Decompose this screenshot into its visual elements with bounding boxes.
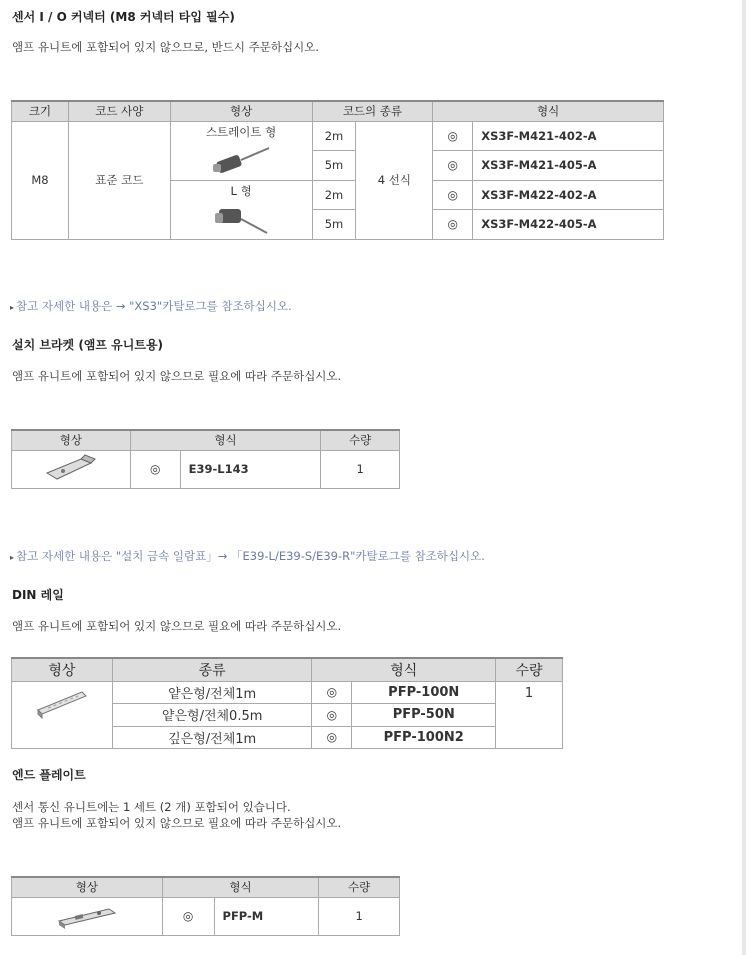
- cell-length: 2m: [312, 180, 356, 209]
- col-header-model: 형식: [130, 430, 320, 450]
- section-desc-2: 앰프 유니트에 포함되어 있지 않으므로 필요에 따라 주문하십시오.: [12, 816, 342, 830]
- section-desc: 앰프 유니트에 포함되어 있지 않으므로 필요에 따라 주문하십시오.: [12, 369, 342, 383]
- col-header-model: 형식: [162, 877, 319, 897]
- shape-label-straight: 스트레이트 형: [205, 124, 277, 139]
- cell-length: 5m: [312, 150, 356, 180]
- cell-model: PFP-M: [214, 897, 319, 935]
- cell-model: XS3F-M422-405-A: [473, 209, 664, 239]
- cell-shape-l: [170, 180, 312, 239]
- section-desc-1: 센서 통신 유니트에는 1 세트 (2 개) 포함되어 있습니다.: [12, 800, 291, 814]
- cell-size: M8: [12, 121, 69, 239]
- cell-model: E39-L143: [180, 450, 321, 488]
- scrollbar-track[interactable]: [742, 0, 746, 955]
- cell-model: PFP-50N: [352, 703, 496, 726]
- col-header-size: 크기: [12, 101, 69, 121]
- straight-connector-image: [211, 142, 271, 178]
- reference-note: [10, 298, 292, 314]
- cell-qty: 1: [319, 897, 400, 935]
- reference-note-text[interactable]: 참고 자세한 내용은 → "XS3"카탈로그를 참조하십시오.: [16, 299, 292, 313]
- cell-qty: 1: [321, 450, 400, 488]
- shape-label-l: L 형: [230, 183, 252, 198]
- cell-kind: 깊은형/전체1m: [112, 726, 312, 748]
- circle-mark-icon: ◎: [433, 121, 473, 150]
- cell-qty: 1: [496, 681, 563, 748]
- section-title-din-rail: DIN 레일: [12, 588, 64, 602]
- bracket-table: [11, 429, 400, 489]
- circle-mark-icon: ◎: [162, 897, 214, 935]
- l-connector-image: [211, 201, 271, 237]
- cell-model: PFP-100N: [352, 681, 496, 703]
- bullet-triangle-icon: ▸: [10, 303, 15, 312]
- circle-mark-icon: ◎: [433, 180, 473, 209]
- circle-mark-icon: ◎: [312, 726, 352, 748]
- col-header-model: 형식: [312, 658, 496, 681]
- col-header-qty: 수량: [319, 877, 400, 897]
- col-header-code-type: 코드의 종류: [312, 101, 433, 121]
- col-header-shape: 형상: [12, 877, 163, 897]
- cell-kind: 얕은형/전체0.5m: [112, 703, 312, 726]
- reference-note: [10, 548, 485, 564]
- din-rail-image: [34, 686, 90, 722]
- cell-shape-straight: [170, 121, 312, 180]
- col-header-code-spec: 코드 사양: [68, 101, 170, 121]
- cell-shape: [12, 450, 131, 488]
- col-header-model: 형식: [433, 101, 664, 121]
- bullet-triangle-icon: ▸: [10, 553, 15, 562]
- din-rail-table: [11, 657, 563, 749]
- cell-code-spec: 표준 코드: [68, 121, 170, 239]
- connector-table: [11, 100, 664, 240]
- cell-length: 5m: [312, 209, 356, 239]
- cell-kind: 얕은형/전체1m: [112, 681, 312, 703]
- section-desc: 앰프 유니트에 포함되어 있지 않으므로, 반드시 주문하십시오.: [12, 40, 319, 54]
- circle-mark-icon: ◎: [433, 209, 473, 239]
- circle-mark-icon: ◎: [312, 681, 352, 703]
- section-title-end-plate: 엔드 플레이트: [12, 768, 86, 782]
- cell-model: XS3F-M422-402-A: [473, 180, 664, 209]
- circle-mark-icon: ◎: [312, 703, 352, 726]
- section-title-sensor-io-connector: 센서 I / O 커넥터 (M8 커넥터 타입 필수): [12, 10, 235, 24]
- circle-mark-icon: ◎: [433, 150, 473, 180]
- end-plate-table: [11, 876, 400, 936]
- col-header-shape: 형상: [12, 658, 113, 681]
- cell-model: XS3F-M421-405-A: [473, 150, 664, 180]
- col-header-qty: 수량: [496, 658, 563, 681]
- circle-mark-icon: ◎: [130, 450, 180, 488]
- bracket-image: [41, 453, 101, 485]
- cell-model: PFP-100N2: [352, 726, 496, 748]
- cell-shape: [12, 681, 113, 748]
- col-header-shape: 형상: [12, 430, 131, 450]
- section-desc: 앰프 유니트에 포함되어 있지 않으므로 필요에 따라 주문하십시오.: [12, 619, 342, 633]
- section-title-bracket: 설치 브라켓 (앰프 유니트용): [12, 338, 164, 352]
- end-plate-image: [55, 901, 119, 931]
- reference-note-text[interactable]: 참고 자세한 내용은 "설치 금속 일람표」→ 「E39-L/E39-S/E39-R"카탈로그를 참조하십시오.: [16, 549, 485, 563]
- cell-length: 2m: [312, 121, 356, 150]
- col-header-shape: 형상: [170, 101, 312, 121]
- cell-shape: [12, 897, 163, 935]
- col-header-qty: 수량: [321, 430, 400, 450]
- col-header-kind: 종류: [112, 658, 312, 681]
- cell-model: XS3F-M421-402-A: [473, 121, 664, 150]
- cell-code-type: 4 선식: [356, 121, 433, 239]
